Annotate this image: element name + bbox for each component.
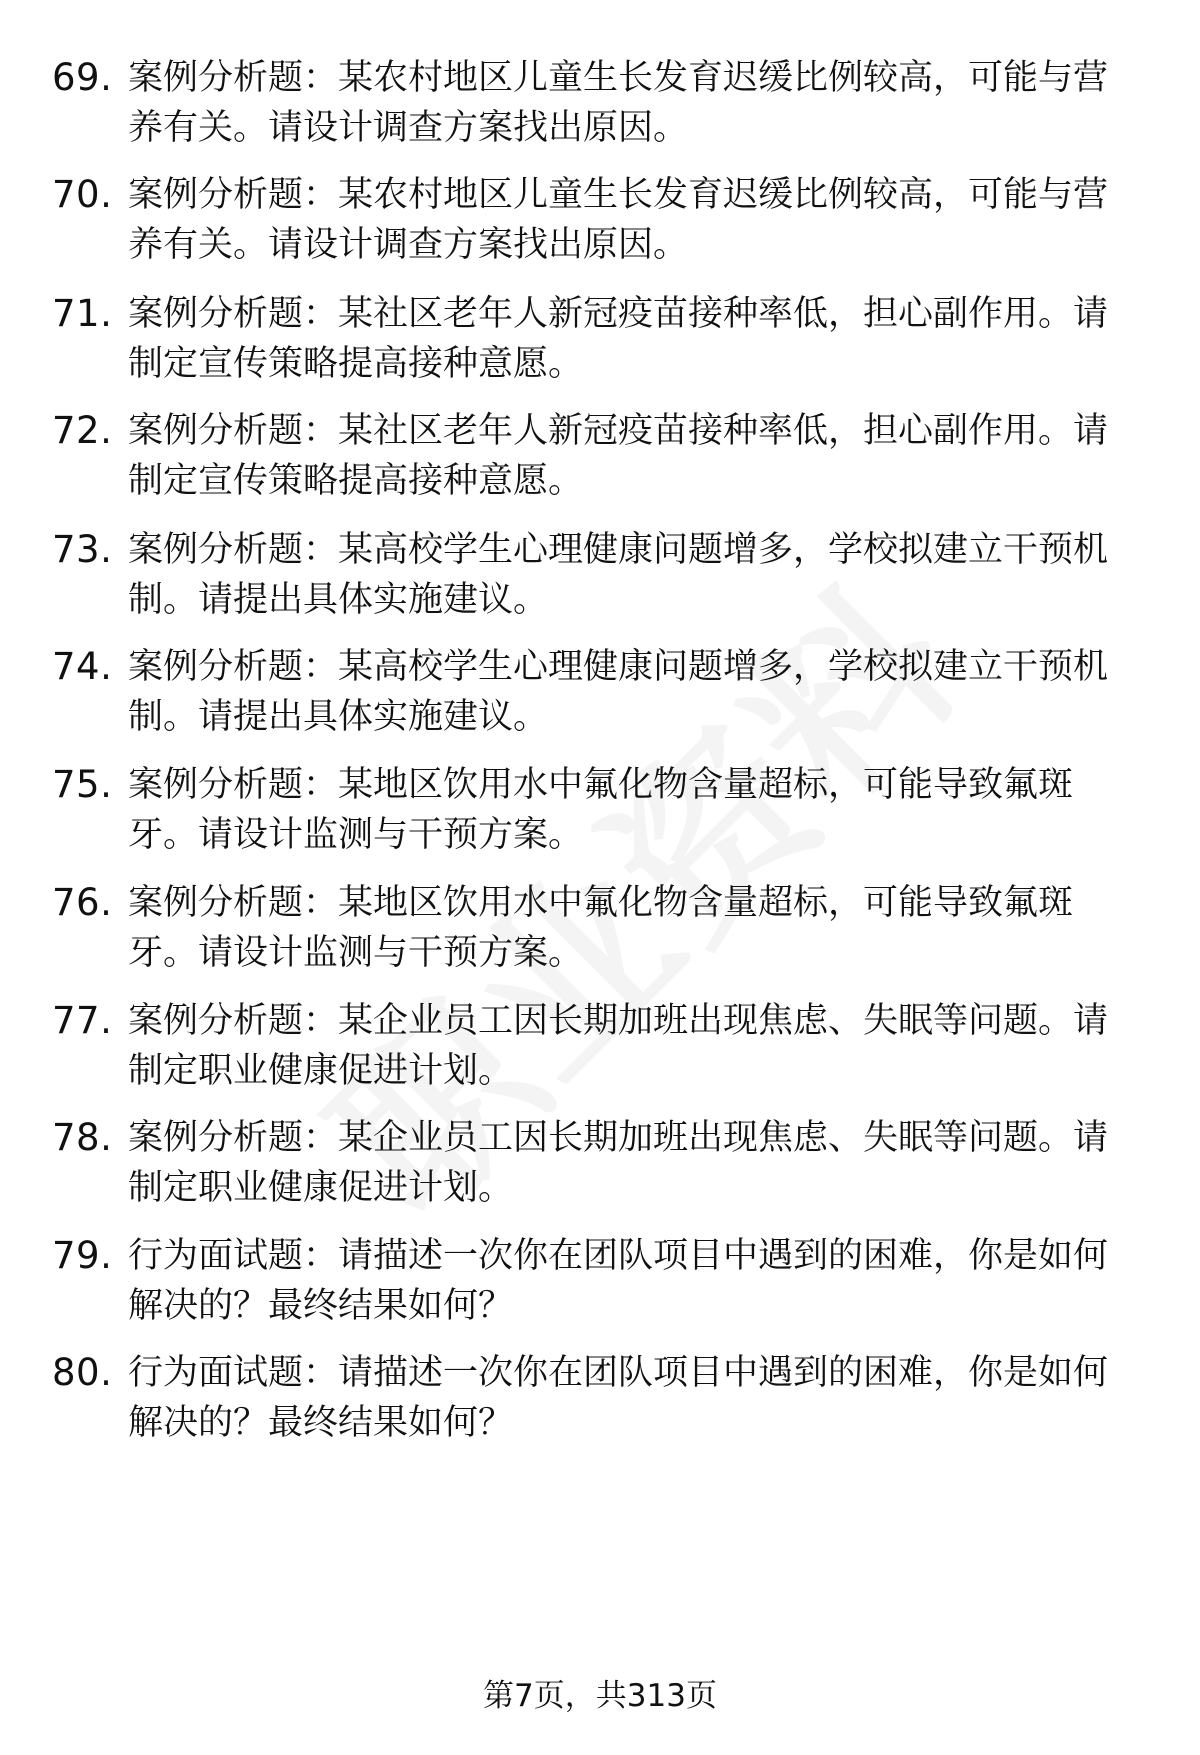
question-line: 案例分析题：某地区饮用水中氟化物含量超标，可能导致氟斑 bbox=[128, 765, 1074, 805]
question-line: 制定宣传策略提高接种意愿。 bbox=[128, 461, 584, 501]
question-line: 案例分析题：某企业员工因长期加班出现焦虑、失眠等问题。请 bbox=[128, 1118, 1109, 1158]
question-text bbox=[128, 1348, 1148, 1448]
question-number: 77. bbox=[52, 999, 113, 1042]
question-line: 行为面试题：请描述一次你在团队项目中遇到的困难，你是如何 bbox=[128, 1236, 1109, 1276]
question-number: 72. bbox=[52, 409, 113, 452]
question-text bbox=[128, 289, 1148, 389]
question-number: 69. bbox=[52, 56, 113, 99]
question-line: 案例分析题：某农村地区儿童生长发育迟缓比例较高，可能与营 bbox=[128, 58, 1109, 98]
question-line: 解决的？最终结果如何？ bbox=[128, 1286, 514, 1326]
question-line: 制。请提出具体实施建议。 bbox=[128, 697, 549, 737]
question-number: 80. bbox=[52, 1351, 113, 1394]
question-number: 73. bbox=[52, 528, 113, 571]
question-line: 案例分析题：某社区老年人新冠疫苗接种率低，担心副作用。请 bbox=[128, 411, 1109, 451]
question-text bbox=[128, 1231, 1148, 1331]
question-text bbox=[128, 996, 1148, 1096]
question-line: 养有关。请设计调查方案找出原因。 bbox=[128, 225, 689, 265]
question-line: 行为面试题：请描述一次你在团队项目中遇到的困难，你是如何 bbox=[128, 1353, 1109, 1393]
question-text bbox=[128, 170, 1148, 270]
question-number: 79. bbox=[52, 1234, 113, 1277]
question-line: 案例分析题：某高校学生心理健康问题增多，学校拟建立干预机 bbox=[128, 530, 1109, 570]
question-number: 78. bbox=[52, 1116, 113, 1159]
question-text bbox=[128, 1113, 1148, 1213]
question-number: 76. bbox=[52, 881, 113, 924]
question-line: 案例分析题：某农村地区儿童生长发育迟缓比例较高，可能与营 bbox=[128, 175, 1109, 215]
question-number: 71. bbox=[52, 292, 113, 335]
question-line: 案例分析题：某高校学生心理健康问题增多，学校拟建立干预机 bbox=[128, 647, 1109, 687]
question-line: 解决的？最终结果如何？ bbox=[128, 1403, 514, 1443]
question-line: 制定职业健康促进计划。 bbox=[128, 1051, 514, 1091]
question-text bbox=[128, 53, 1148, 153]
question-number: 70. bbox=[52, 173, 113, 216]
question-line: 养有关。请设计调查方案找出原因。 bbox=[128, 108, 689, 148]
question-text bbox=[128, 406, 1148, 506]
question-line: 制定宣传策略提高接种意愿。 bbox=[128, 344, 584, 384]
question-line: 制定职业健康促进计划。 bbox=[128, 1168, 514, 1208]
question-text bbox=[128, 760, 1148, 860]
question-number: 74. bbox=[52, 645, 113, 688]
question-text bbox=[128, 642, 1148, 742]
question-line: 牙。请设计监测与干预方案。 bbox=[128, 933, 584, 973]
question-text bbox=[128, 525, 1148, 625]
question-line: 制。请提出具体实施建议。 bbox=[128, 580, 549, 620]
question-text bbox=[128, 878, 1148, 978]
question-number: 75. bbox=[52, 763, 113, 806]
question-line: 案例分析题：某企业员工因长期加班出现焦虑、失眠等问题。请 bbox=[128, 1001, 1109, 1041]
question-line: 案例分析题：某地区饮用水中氟化物含量超标，可能导致氟斑 bbox=[128, 883, 1074, 923]
question-line: 案例分析题：某社区老年人新冠疫苗接种率低，担心副作用。请 bbox=[128, 294, 1109, 334]
question-line: 牙。请设计监测与干预方案。 bbox=[128, 815, 584, 855]
page-footer: 第7页，共313页 bbox=[483, 1678, 717, 1714]
